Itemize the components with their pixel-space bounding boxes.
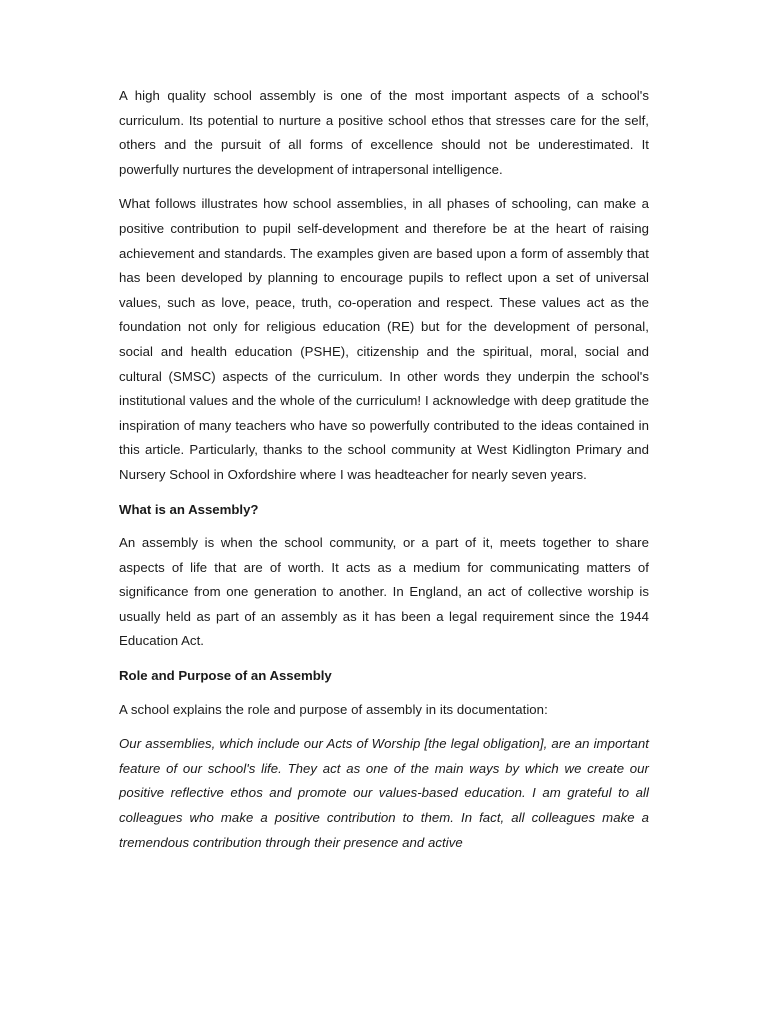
- intro-paragraph: A high quality school assembly is one of the most important aspects of a school's curriculum. Its potential to nurture a positive school ethos that stresses care for the self, others and the pursuit of all forms of excellence should not be underestimated. It powerfully nurtures the development of intrapersonal intelligence.: [119, 88, 649, 177]
- document-page: [119, 84, 649, 855]
- school-quote-paragraph: Our assemblies, which include our Acts of Worship [the legal obligation], are an important feature of our school's life. They act as one of the main ways by which we create our positive reflective ethos and promote our values-based education. I am grateful to all colleagues who make a positive contribution to them. In fact, all colleagues make a tremendous contribution through their presence and active: [119, 736, 649, 850]
- section-heading-role-purpose: Role and Purpose of an Assembly: [119, 668, 332, 684]
- values-paragraph: What follows illustrates how school assemblies, in all phases of schooling, can make a positive contribution to pupil self-development and therefore be at the heart of raising achievement and standards. The examples given are based upon a form of assembly that has been developed by planning to encourage pupils to reflect upon a set of universal values, such as love, peace, truth, co-operation and respect. These values act as the foundation not only for religious education (RE) but for the development of personal, social and health education (PSHE), citizenship and the spiritual, moral, social and cultural (SMSC) aspects of the curriculum. In other words they underpin the school's institutional values and the whole of the curriculum! I acknowledge with deep gratitude the inspiration of many teachers who have so powerfully contributed to the ideas contained in this article. Particularly, thanks to the school community at West Kidlington Primary and Nursery School in Oxfordshire where I was headteacher for nearly seven years.: [119, 196, 649, 482]
- what-is-assembly-paragraph: An assembly is when the school community, or a part of it, meets together to share aspects of life that are of worth. It acts as a medium for communicating matters of significance from one generation to another. In England, an act of collective worship is usually held as part of an assembly as it has been a legal requirement since the 1944 Education Act.: [119, 535, 649, 649]
- role-purpose-paragraph: A school explains the role and purpose of assembly in its documentation:: [119, 701, 548, 717]
- section-heading-what-is-assembly: What is an Assembly?: [119, 501, 259, 517]
